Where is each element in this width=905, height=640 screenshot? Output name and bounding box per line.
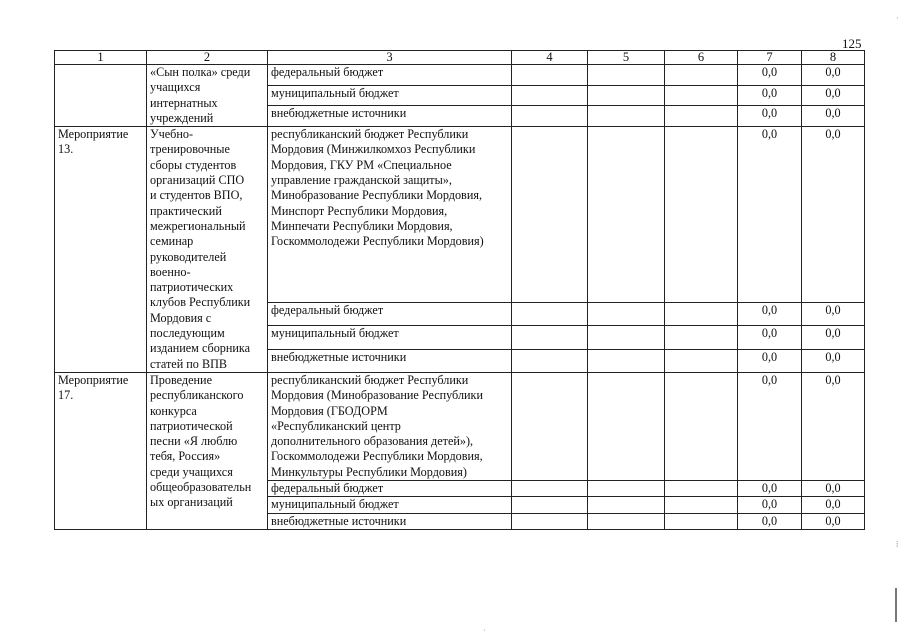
measure-name-cell [147,372,268,529]
empty-cell [588,303,665,326]
measure-name-line: семинар [150,234,194,249]
empty-cell [665,497,738,513]
table-row [55,372,865,480]
empty-cell [665,481,738,497]
funding-source-cell: внебюджетные источники [268,106,512,127]
measure-name-line: Проведение [150,372,212,387]
empty-cell [588,127,665,303]
measure-name-line: тренировочные [150,142,230,157]
funding-source-line: Минспорт Республики Мордовия, [271,203,448,218]
value-col8-cell: 0,0 [802,349,865,372]
funding-source-cell: муниципальный бюджет [268,326,512,349]
empty-cell [665,303,738,326]
funding-source-line: Минкультуры Республики Мордовия) [271,464,467,479]
funding-source-cell [268,127,512,303]
measure-name-line: и студентов ВПО, [150,188,243,203]
empty-cell [588,85,665,106]
value-col7-cell: 0,0 [738,106,802,127]
header-cell: 7 [738,51,802,65]
value-col8-cell: 0,0 [802,85,865,106]
empty-cell [588,481,665,497]
empty-cell [588,372,665,480]
funding-source-cell: федеральный бюджет [268,65,512,86]
table-body [55,51,865,530]
empty-cell [512,349,588,372]
header-cell: 4 [512,51,588,65]
empty-cell [665,85,738,106]
empty-cell [588,65,665,86]
measure-name-line: Учебно- [150,127,194,142]
measure-label-cell [55,127,147,373]
funding-source-cell: внебюджетные источники [268,349,512,372]
value-col8-cell: 0,0 [802,326,865,349]
empty-cell [512,497,588,513]
measure-name-line: клубов Республики [150,295,251,310]
empty-cell [588,497,665,513]
measure-name-line: среди учащихся [150,464,233,479]
funding-source-line: Минпечати Республики Мордовия, [271,218,453,233]
funding-source-line: Минобразование Республики Мордовия, [271,188,482,203]
funding-source-cell: внебюджетные источники [268,513,512,529]
empty-cell [512,65,588,86]
measure-label-line: Мероприятие [58,372,129,387]
funding-source-line: республиканский бюджет Республики [271,372,469,387]
value-col7-cell: 0,0 [738,372,802,480]
empty-cell [512,481,588,497]
measure-label-line: 17. [58,388,74,403]
measure-name-cell [147,65,268,127]
value-col7-cell: 0,0 [738,349,802,372]
funding-source-line: Госкоммолодежи Республики Мордовия) [271,234,484,249]
scan-edge-dots: · [483,626,486,635]
table-row [55,127,865,303]
header-cell: 5 [588,51,665,65]
measure-label-cell [55,372,147,529]
funding-source-line: Мордовия (Минжилкомхоз Республики [271,142,476,157]
value-col7-cell: 0,0 [738,513,802,529]
funding-source-line: управление гражданской защиты», [271,173,452,188]
measure-name-line: статей по ВПВ [150,356,228,371]
measure-label-cell [55,65,147,127]
measure-name-line: общеобразовательн [150,480,252,495]
empty-cell [512,106,588,127]
value-col8-cell: 0,0 [802,372,865,480]
empty-cell [665,106,738,127]
empty-cell [512,85,588,106]
funding-source-line: «Республиканский центр [271,418,401,433]
funding-source-cell: федеральный бюджет [268,303,512,326]
empty-cell [588,349,665,372]
empty-cell [665,127,738,303]
header-cell: 1 [55,51,147,65]
measure-name-line: республиканского [150,388,244,403]
empty-cell [588,513,665,529]
empty-cell [665,372,738,480]
value-col7-cell: 0,0 [738,85,802,106]
empty-cell [512,127,588,303]
measure-name-line: руководителей [150,249,227,264]
empty-cell [665,65,738,86]
page-number: 125 [842,36,862,51]
value-col7-cell: 0,0 [738,127,802,303]
value-col8-cell: 0,0 [802,481,865,497]
value-col8-cell: 0,0 [802,65,865,86]
value-col8-cell: 0,0 [802,497,865,513]
empty-cell [665,349,738,372]
measure-name-line: песни «Я люблю [150,434,238,449]
value-col7-cell: 0,0 [738,497,802,513]
measure-name-line: учащихся [150,80,201,95]
header-cell: 6 [665,51,738,65]
measure-name-line: организаций СПО [150,173,245,188]
measure-name-line: Мордовия с [150,310,212,325]
table-row [55,65,865,86]
measure-name-line: патриотической [150,418,233,433]
scan-edge-dots: ⁞ [896,540,899,549]
funding-source-line: Мордовия (Минобразование Республики [271,388,484,403]
value-col8-cell: 0,0 [802,106,865,127]
header-cell: 8 [802,51,865,65]
funding-source-line: Госкоммолодежи Республики Мордовия, [271,449,483,464]
measure-name-line: практический [150,203,222,218]
measure-label-line: 13. [58,142,74,157]
measure-name-cell [147,127,268,373]
measure-name-line: изданием сборника [150,341,251,356]
empty-cell [588,106,665,127]
funding-source-cell [268,372,512,480]
header-cell: 2 [147,51,268,65]
measure-name-line: последующим [150,326,225,341]
budget-table [54,50,865,530]
value-col8-cell: 0,0 [802,513,865,529]
value-col7-cell: 0,0 [738,481,802,497]
value-col7-cell: 0,0 [738,65,802,86]
funding-source-line: дополнительного образования детей»), [271,434,474,449]
measure-name-line: сборы студентов [150,157,237,172]
value-col8-cell: 0,0 [802,127,865,303]
measure-name-line: учреждений [150,110,214,125]
measure-name-line: патриотических [150,280,234,295]
value-col7-cell: 0,0 [738,303,802,326]
scan-edge-mark [895,588,897,622]
empty-cell [588,326,665,349]
funding-source-cell: муниципальный бюджет [268,85,512,106]
measure-label-line: Мероприятие [58,127,129,142]
funding-source-cell: муниципальный бюджет [268,497,512,513]
measure-name-line: ых организаций [150,495,233,510]
header-cell: 3 [268,51,512,65]
empty-cell [512,372,588,480]
funding-source-line: Мордовия, ГКУ РМ «Специальное [271,157,452,172]
measure-name-line: интернатных [150,95,218,110]
measure-name-line: военно- [150,264,191,279]
empty-cell [512,303,588,326]
header-row [55,51,865,65]
measure-name-line: «Сын полка» среди [150,65,251,79]
empty-cell [512,326,588,349]
measure-name-line: межрегиональный [150,218,246,233]
scan-edge-dots: · [896,14,899,23]
measure-name-line: тебя, Россия» [150,449,221,464]
funding-source-cell: федеральный бюджет [268,481,512,497]
value-col8-cell: 0,0 [802,303,865,326]
funding-source-line: республиканский бюджет Республики [271,127,469,142]
empty-cell [512,513,588,529]
funding-source-line: Мордовия (ГБОДОРМ [271,403,388,418]
measure-name-line: конкурса [150,403,197,418]
empty-cell [665,513,738,529]
value-col7-cell: 0,0 [738,326,802,349]
empty-cell [665,326,738,349]
